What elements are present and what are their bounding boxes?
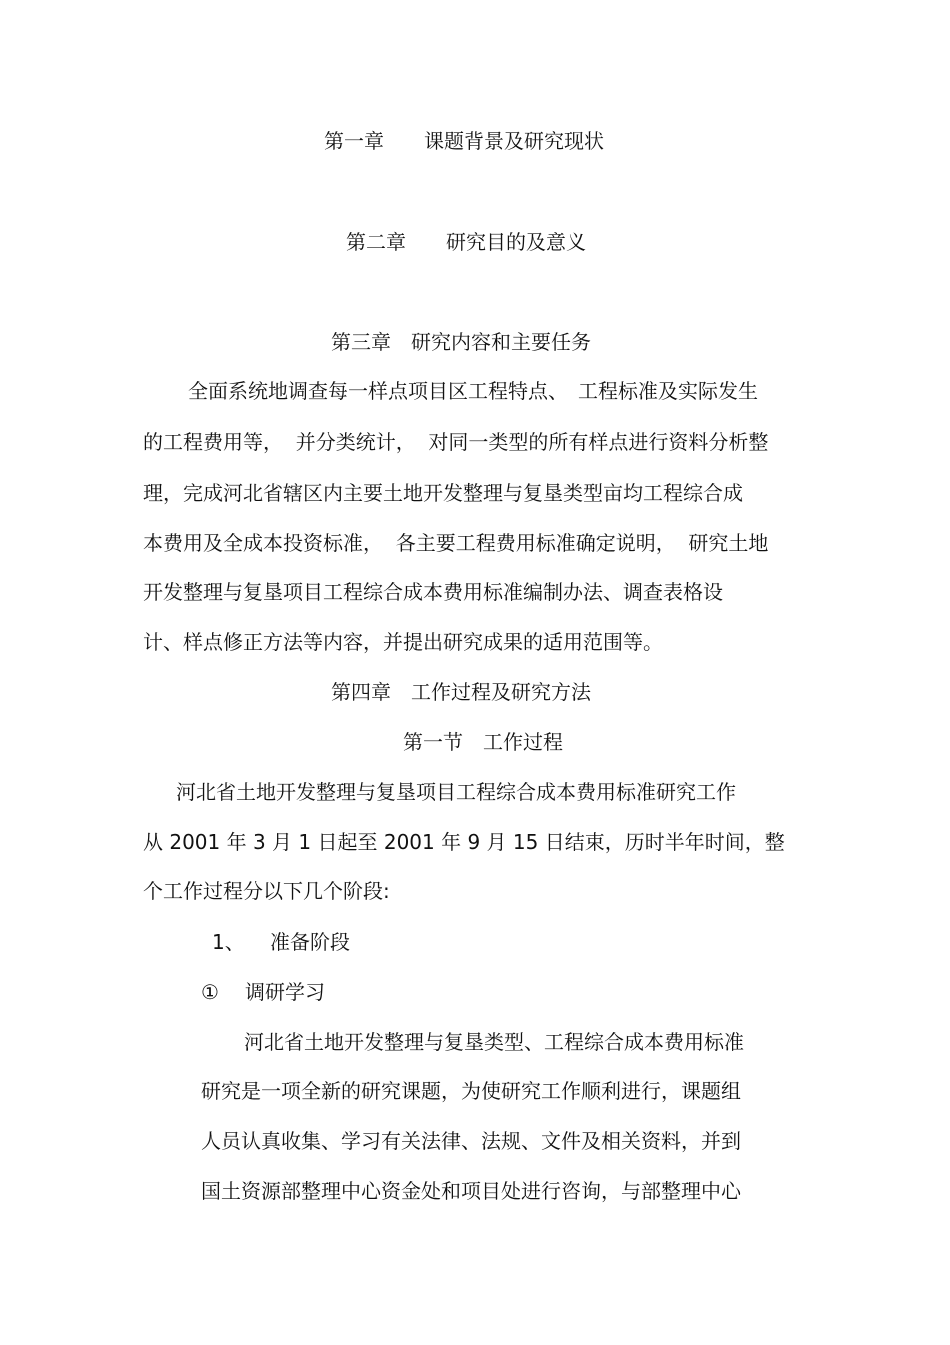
item-1-marker: ① [201,980,219,1004]
paragraph-line: 本费用及全成本投资标准， 各主要工程费用标准确定说明， 研究土地 [143,531,769,555]
paragraph-line: 从 2001 年 3 月 1 日起至 2001 年 9 月 15 日结束，历时半年时间，整 [143,830,785,854]
paragraph-line: 理，完成河北省辖区内主要土地开发整理与复垦类型亩均工程综合成 [143,481,743,505]
paragraph-line: 河北省土地开发整理与复垦类型、工程综合成本费用标准 [244,1030,744,1054]
chapter-4-heading: 第四章 工作过程及研究方法 [331,680,591,704]
paragraph-line: 研究是一项全新的研究课题，为使研究工作顺利进行，课题组 [201,1079,741,1103]
paragraph-line: 个工作过程分以下几个阶段: [143,879,390,903]
stage-1-title: 准备阶段 [270,930,350,954]
section-1-heading: 第一节 工作过程 [403,730,563,754]
chapter-2-heading: 第二章 研究目的及意义 [346,230,586,254]
stage-1-number: 1、 [212,930,245,954]
paragraph-line: 河北省土地开发整理与复垦项目工程综合成本费用标准研究工作 [176,780,736,804]
paragraph-line: 计、样点修正方法等内容，并提出研究成果的适用范围等。 [143,630,663,654]
paragraph-line: 的工程费用等， 并分类统计， 对同一类型的所有样点进行资料分析整 [143,430,769,454]
paragraph-line: 开发整理与复垦项目工程综合成本费用标准编制办法、调查表格设 [143,580,723,604]
chapter-1-heading: 第一章 课题背景及研究现状 [324,129,604,153]
chapter-3-heading: 第三章 研究内容和主要任务 [331,330,591,354]
paragraph-line: 人员认真收集、学习有关法律、法规、文件及相关资料，并到 [201,1129,741,1153]
item-1-title: 调研学习 [245,980,325,1004]
paragraph-line: 全面系统地调查每一样点项目区工程特点、 工程标准及实际发生 [188,379,758,403]
paragraph-line: 国土资源部整理中心资金处和项目处进行咨询，与部整理中心 [201,1179,741,1203]
